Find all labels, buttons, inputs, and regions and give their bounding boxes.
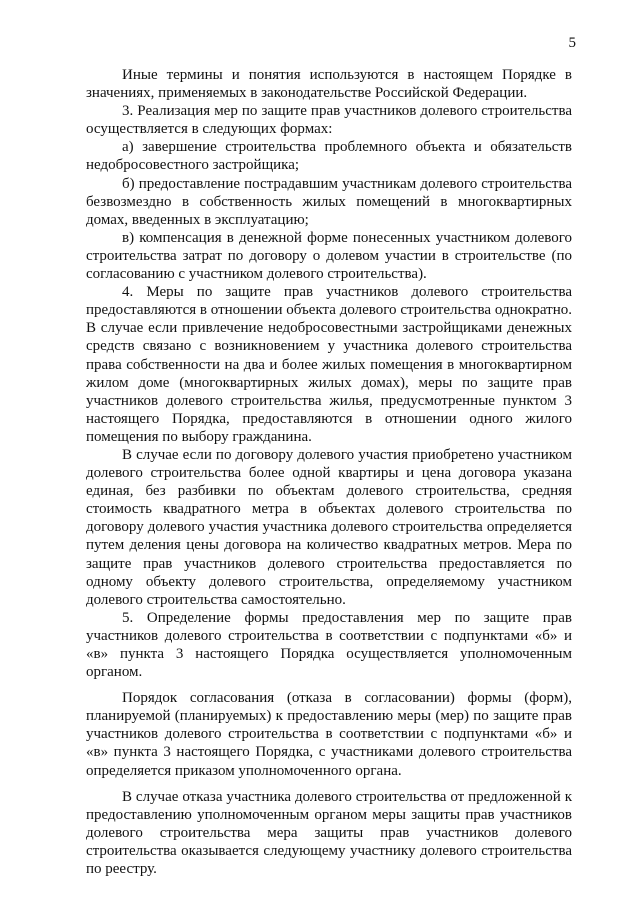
paragraph-item-3v: в) компенсация в денежной форме понесенных участником долевого строительства затрат по договору о долевом участии в строительстве (по согласованию с участником долевого строительства). xyxy=(86,229,572,283)
paragraph-item-3a: а) завершение строительства проблемного объекта и обязательств недобросовестного застройщика; xyxy=(86,139,572,174)
paragraph-item-4-cont: В случае если по договору долевого участия приобретено участником долевого строительства более одной квартиры и цена договора указана единая, без разбивки по объектам долевого строительства, средняя стоимость квадратного метра в объектах долевого строительства по договору долевого участия участника долевого строительства определяется путем деления цены договора на количество квадратных метров. Мера по защите прав участников долевого строительства предоставляется по одному объекту долевого строительства, определяемому участником долевого строительства самостоятельно. xyxy=(86,446,572,608)
paragraph-terms: Иные термины и понятия используются в настоящем Порядке в значениях, применяемых в законодательстве Российской Федерации. xyxy=(86,67,572,102)
document-body xyxy=(86,66,572,878)
paragraph-item-3b: б) предоставление пострадавшим участникам долевого строительства безвозмездно в собственность жилых помещений в многоквартирных домах, введенных в эксплуатацию; xyxy=(86,175,572,228)
paragraph-item-3: 3. Реализация мер по защите прав участников долевого строительства осуществляется в следующих формах: xyxy=(86,103,572,138)
paragraph-item-5: 5. Определение формы предоставления мер по защите прав участников долевого строительства в соответствии с подпунктами «б» и «в» пункта 3 настоящего Порядка осуществляется уполномоченным органом. xyxy=(86,609,572,681)
paragraph-item-4: 4. Меры по защите прав участников долевого строительства предоставляются в отношении объекта долевого строительства однократно. В случае если привлечение недобросовестными застройщиками денежных средств связано с возникновением у участника долевого строительства права собственности на два и более жилых помещения в многоквартирном жилом доме (многоквартирных жилых домах), меры по защите прав участников долевого строительства жилья, предусмотренные пунктом 3 настоящего Порядка, предоставляются в отношении одного жилого помещения по выбору гражданина. xyxy=(86,284,572,445)
paragraph-item-5-refusal: В случае отказа участника долевого строительства от предложенной к предоставлению уполномоченным органом меры защиты прав участников долевого строительства мера защиты прав участников долевого строительства оказывается следующему участнику долевого строительства по реестру. xyxy=(86,788,572,878)
page-number: 5 xyxy=(568,35,576,51)
paragraph-item-5-procedure: Порядок согласования (отказа в согласовании) формы (форм), планируемой (планируемых) к предоставлению меры (мер) по защите прав участников долевого строительства в соответствии с подпунктами «б» и «в» пункта 3 настоящего Порядка, с участниками долевого строительства определяется приказом уполномоченного органа. xyxy=(86,690,572,779)
